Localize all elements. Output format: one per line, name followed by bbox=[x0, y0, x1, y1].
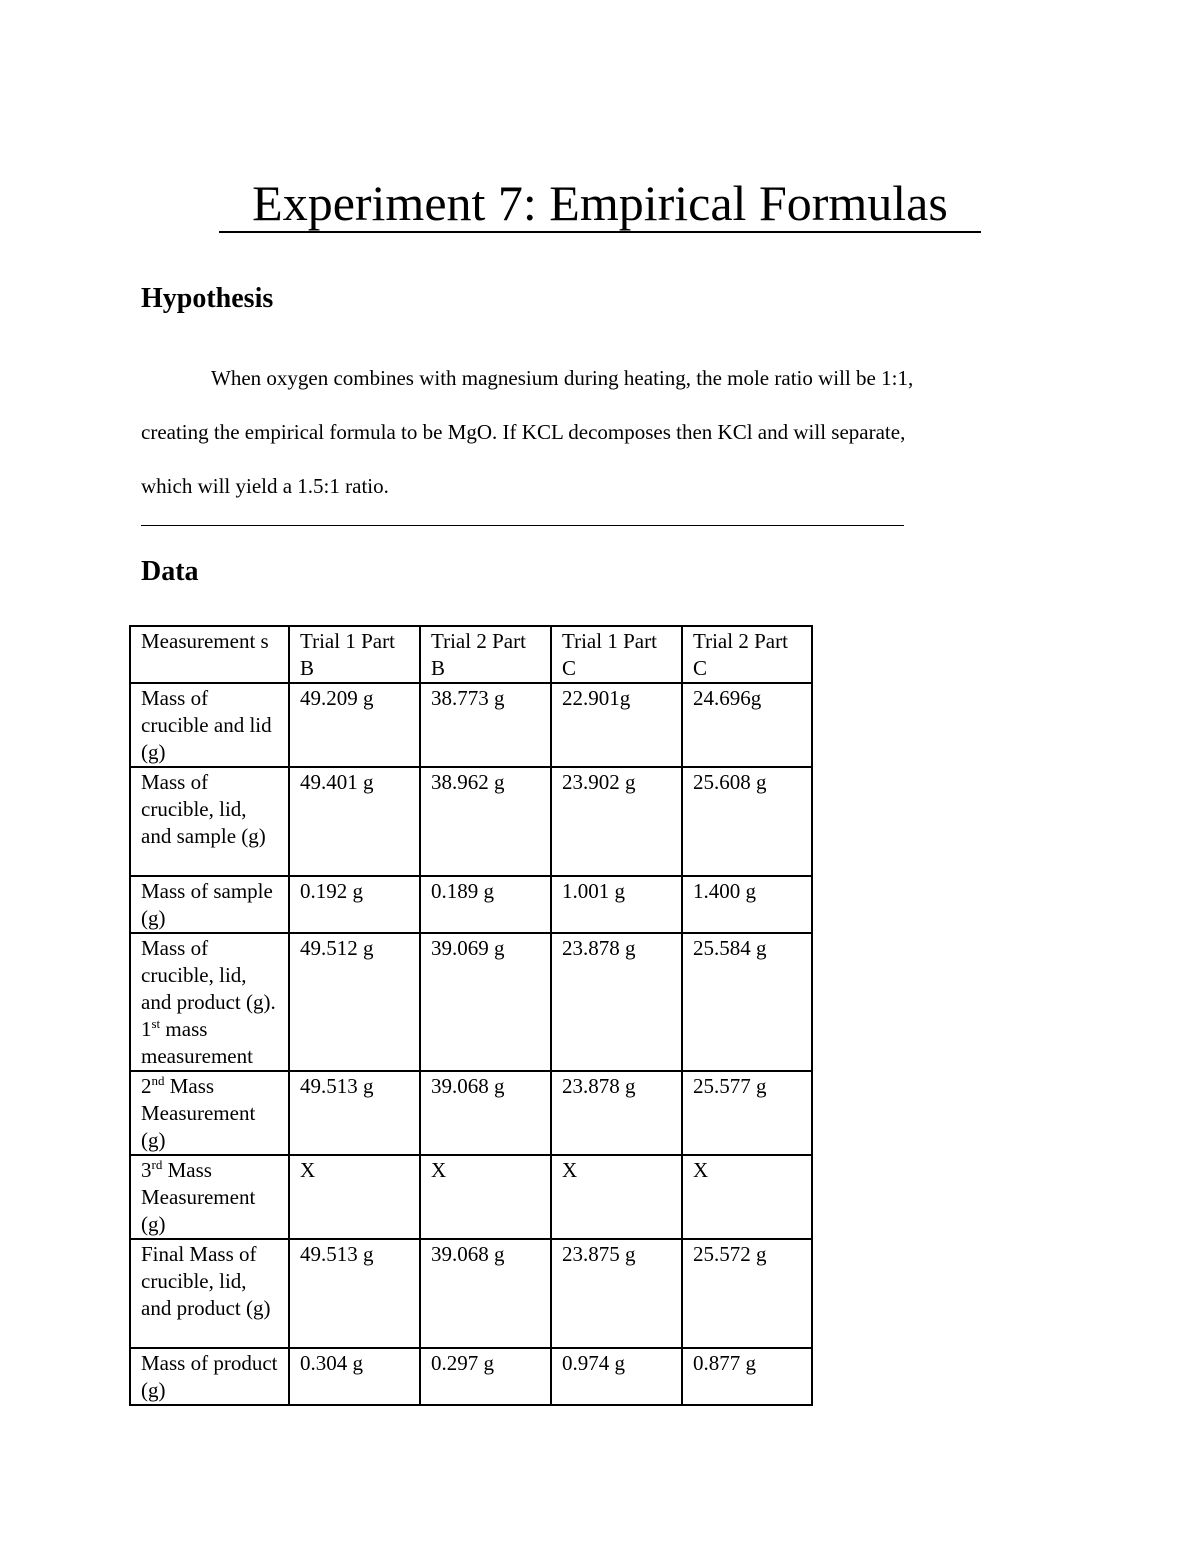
table-row bbox=[130, 876, 812, 933]
row-label bbox=[130, 1155, 289, 1239]
row-label: Mass of crucible and lid (g) bbox=[130, 683, 289, 767]
row-label-text: Mass Measurement (g) bbox=[141, 1074, 256, 1152]
title-underline bbox=[219, 176, 981, 233]
table-cell: 1.400 g bbox=[682, 876, 812, 933]
table-cell: 49.512 g bbox=[289, 933, 420, 1071]
row-label: Mass of crucible, lid, and sample (g) bbox=[130, 767, 289, 876]
table-row bbox=[130, 1348, 812, 1405]
header-cell: Trial 2 Part B bbox=[420, 626, 551, 683]
table-cell: 49.513 g bbox=[289, 1239, 420, 1348]
table-cell: X bbox=[420, 1155, 551, 1239]
hypothesis-line-3: which will yield a 1.5:1 ratio. bbox=[141, 474, 389, 498]
row-label-text: Mass Measurement (g) bbox=[141, 1158, 256, 1236]
table-cell: X bbox=[682, 1155, 812, 1239]
header-cell: Measurement s bbox=[130, 626, 289, 683]
data-table bbox=[129, 625, 813, 1406]
table-cell: 0.189 g bbox=[420, 876, 551, 933]
table-cell: X bbox=[551, 1155, 682, 1239]
section-divider bbox=[141, 525, 904, 526]
row-label bbox=[130, 933, 289, 1071]
table-cell: 49.209 g bbox=[289, 683, 420, 767]
table-cell: 0.192 g bbox=[289, 876, 420, 933]
table-header-row bbox=[130, 626, 812, 683]
table-cell: X bbox=[289, 1155, 420, 1239]
row-label-text: 3 bbox=[141, 1158, 152, 1182]
table-row bbox=[130, 933, 812, 1071]
row-label bbox=[130, 1071, 289, 1155]
table-cell: 23.902 g bbox=[551, 767, 682, 876]
ordinal-suffix: nd bbox=[151, 1073, 165, 1088]
table-cell: 25.608 g bbox=[682, 767, 812, 876]
table-cell: 0.877 g bbox=[682, 1348, 812, 1405]
table-row bbox=[130, 683, 812, 767]
hypothesis-line-2: creating the empirical formula to be MgO. If KCL decomposes then KCl and will separate, bbox=[141, 420, 906, 444]
table-cell: 49.401 g bbox=[289, 767, 420, 876]
row-label: Final Mass of crucible, lid, and product (g) bbox=[130, 1239, 289, 1348]
page-title: Experiment 7: Empirical Formulas bbox=[252, 175, 948, 231]
table-cell: 25.584 g bbox=[682, 933, 812, 1071]
table-cell: 0.974 g bbox=[551, 1348, 682, 1405]
table-row bbox=[130, 767, 812, 876]
table-row bbox=[130, 1239, 812, 1348]
table-row bbox=[130, 1071, 812, 1155]
row-label-text: Mass of crucible, lid, and product (g). 1 bbox=[141, 936, 276, 1041]
table-cell: 22.901g bbox=[551, 683, 682, 767]
table-cell: 39.068 g bbox=[420, 1071, 551, 1155]
header-cell: Trial 2 Part C bbox=[682, 626, 812, 683]
row-label-text: 2 bbox=[141, 1074, 152, 1098]
table-cell: 38.962 g bbox=[420, 767, 551, 876]
ordinal-suffix: rd bbox=[151, 1157, 163, 1172]
header-cell: Trial 1 Part C bbox=[551, 626, 682, 683]
table-cell: 0.304 g bbox=[289, 1348, 420, 1405]
table-row bbox=[130, 1155, 812, 1239]
table-cell: 49.513 g bbox=[289, 1071, 420, 1155]
table-cell: 25.572 g bbox=[682, 1239, 812, 1348]
table-cell: 39.069 g bbox=[420, 933, 551, 1071]
row-label: Mass of product (g) bbox=[130, 1348, 289, 1405]
row-label: Mass of sample (g) bbox=[130, 876, 289, 933]
table-cell: 1.001 g bbox=[551, 876, 682, 933]
table-cell: 39.068 g bbox=[420, 1239, 551, 1348]
table-cell: 24.696g bbox=[682, 683, 812, 767]
table-cell: 38.773 g bbox=[420, 683, 551, 767]
table-cell: 23.878 g bbox=[551, 1071, 682, 1155]
header-cell: Trial 1 Part B bbox=[289, 626, 420, 683]
table-cell: 23.875 g bbox=[551, 1239, 682, 1348]
table-cell: 23.878 g bbox=[551, 933, 682, 1071]
hypothesis-heading: Hypothesis bbox=[141, 283, 274, 314]
ordinal-suffix: st bbox=[151, 1016, 161, 1031]
hypothesis-line-1: When oxygen combines with magnesium during heating, the mole ratio will be 1:1, bbox=[211, 366, 914, 390]
row-label-text: mass measurement bbox=[141, 1017, 253, 1068]
table-cell: 25.577 g bbox=[682, 1071, 812, 1155]
data-heading: Data bbox=[141, 556, 199, 587]
table-cell: 0.297 g bbox=[420, 1348, 551, 1405]
